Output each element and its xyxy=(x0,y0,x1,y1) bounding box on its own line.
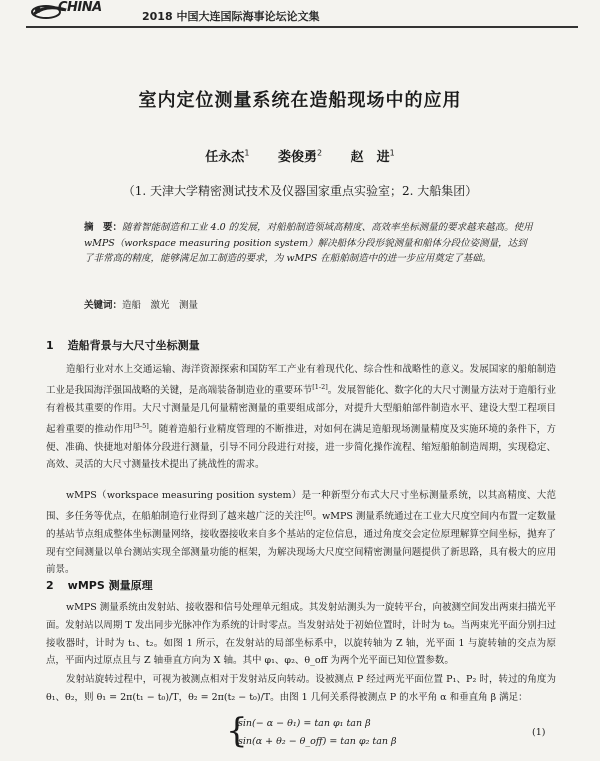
keywords-text: 造船 激光 测量 xyxy=(122,300,199,311)
logo-text: CHINA xyxy=(58,0,102,15)
running-header xyxy=(0,0,600,30)
author-3: 赵 进$^1$ xyxy=(350,148,395,165)
header-rule xyxy=(26,26,578,28)
abstract xyxy=(84,220,534,267)
abstract-label: 摘 要： xyxy=(84,222,123,233)
proceedings-title: 2018 中国大连国际海事论坛论文集 xyxy=(142,10,320,23)
equation-line: sin(− α − θ₁) = tan φ₁ tan β xyxy=(238,718,371,729)
equation-number: (1) xyxy=(532,727,546,738)
section-heading-2: 2 wMPS 测量原理 xyxy=(46,579,153,592)
keywords-label: 关键词： xyxy=(84,300,123,311)
equation-line: sin(α + θ₂ − θ_off) = tan φ₂ tan β xyxy=(238,736,397,747)
abstract-text: 随着智能制造和工业 4.0 的发展，对船舶制造领域高精度、高效率坐标测量的要求越来越高。使用 wMPS（workspace measuring position system）解决船体分段形貌测量和船体分段位姿测量，达到了非常高的精度，能够满足加工制造的要求，为 wMPS 在船舶制造中的进一步应用奠定了基础。 xyxy=(84,222,533,264)
paragraph: wMPS 测量系统由发射站、接收器和信号处理单元组成。其发射站测头为一旋转平台，向被测空间发出两束扫描光平面。发射站以周期 T 发出同步光脉冲作为系统的计时零点。当发射站处于初始位置时，计时为 t₀。当两束光平面分别扫过接收器时，计时为 t₁、t₂。如图 1 所示，在发射站的局部坐标系中，以旋转轴为 Z 轴，光平面 1 与旋转轴的交点为原点，平面内过原点且与 Z 轴垂直方向为 X 轴。其中 φ₁、φ₂、θ_off 为两个光平面已知位置参数。 xyxy=(46,602,556,667)
affiliation: （1. 天津大学精密测试技术及仪器国家重点实验室；2. 大船集团） xyxy=(122,184,478,198)
paragraph: wMPS（workspace measuring position system）是一种新型分布式大尺寸坐标测量系统，以其高精度、大范围、多任务等优点，在船舶制造行业得到了越来越广泛的关注[6]。wMPS 测量系统通过在工业大尺度空间内布置一定数量的基站节点组成整体坐标测量网络，接收器接收来自多个基站的定位信息，通过角度交会定位原理解算空间坐标，抛弃了现有空间测量以单台测站实现全部测量功能的框架，为解决现场大尺度空间精密测量问题提供了新思路，具有极大的应用前景。 xyxy=(46,490,556,576)
equation-1 xyxy=(226,712,566,754)
section-heading-1: 1 造船背景与大尺寸坐标测量 xyxy=(46,339,200,352)
paper-title: 室内定位测量系统在造船现场中的应用 xyxy=(138,90,462,111)
author-1: 任永杰$^1$ xyxy=(205,148,250,165)
author-list xyxy=(0,146,600,165)
paragraph: 造船行业对水上交通运输、海洋资源探索和国防军工产业有着现代化、综合性和战略性的意义。发展国家的船舶制造工业是我国海洋强国战略的关键，是高端装备制造业的重要环节[1-2]。发展智能化、数字化的大尺寸测量方法对于造船行业有着极其重要的作用。大尺寸测量是几何量精密测量的重要组成部分，对提升大型船舶部件制造水平、建设大型工程项目起着重要的推动作用[3-5]。随着造船行业精度管理的不断推进，对如何在满足造船现场测量精度及实施环境的条件下，方便、准确、快捷地对船体分段进行测量，引导不同分段进行对接，进一步简化操作流程、缩短船舶制造周期，实现稳定、高效、灵活的大尺寸测量技术提出了挑战性的需求。 xyxy=(46,364,556,471)
author-2: 娄俊勇$^2$ xyxy=(277,148,323,165)
equation-brace: { xyxy=(226,711,248,751)
paragraph: 发射站旋转过程中，可视为被测点相对于发射站反向转动。设被测点 P 经过两光平面位置 P₁、P₂ 时，转过的角度为 θ₁、θ₂，则 θ₁ = 2π(t₁ − t₀)/T，θ₂ = 2π(t₂ − t₀)/T。由图 1 几何关系得被测点 P 的水平角 α 和垂直角 β 满足： xyxy=(46,674,556,703)
keywords xyxy=(84,297,534,311)
